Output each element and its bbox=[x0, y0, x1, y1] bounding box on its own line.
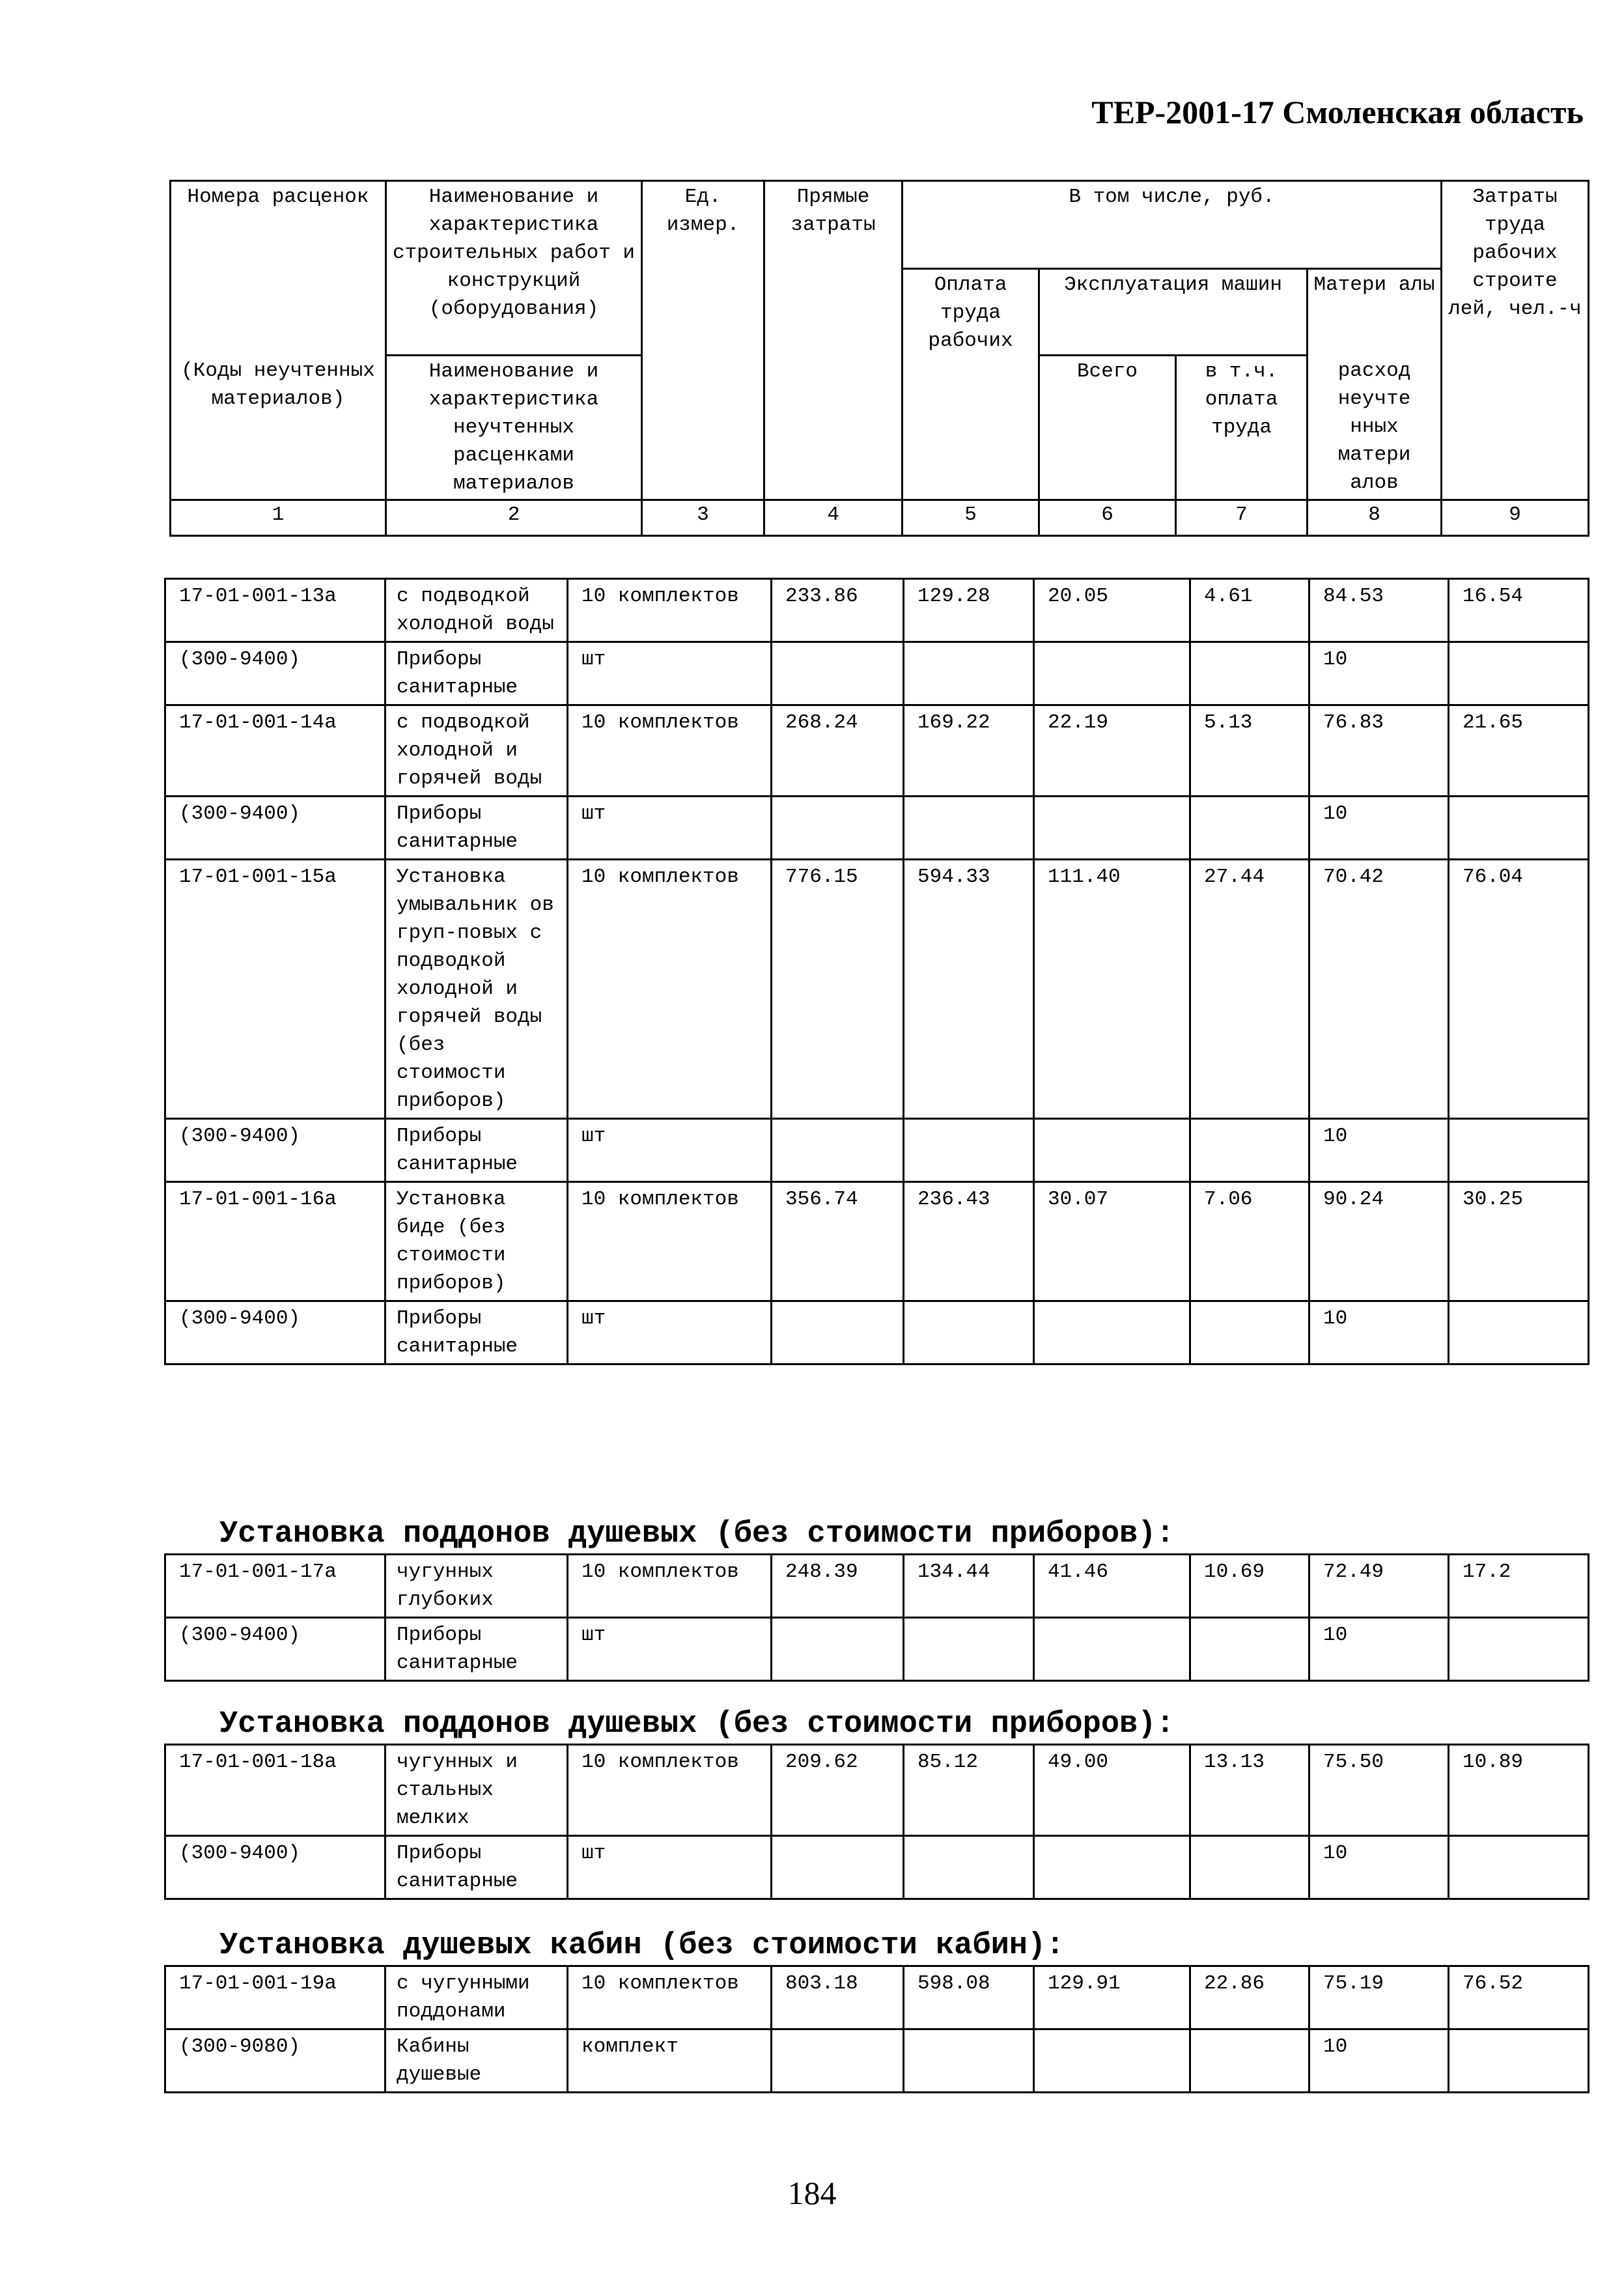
table-row bbox=[165, 1301, 1589, 1364]
direct-costs: 803.18 bbox=[772, 1966, 904, 2029]
page-number: 184 bbox=[787, 2175, 837, 2211]
col-number: 6 bbox=[1039, 500, 1176, 536]
rate-code: 17-01-001-15а bbox=[165, 860, 385, 1119]
machines-total: 49.00 bbox=[1034, 1745, 1190, 1836]
unit: шт bbox=[568, 1836, 772, 1899]
header-material-codes: (Коды неучтенных материалов) bbox=[171, 356, 386, 500]
machines-total bbox=[1034, 1836, 1190, 1899]
rate-code: (300-9080) bbox=[165, 2029, 385, 2093]
materials: 75.19 bbox=[1309, 1966, 1449, 2029]
labor-wages: 169.22 bbox=[904, 705, 1034, 797]
unit: шт bbox=[568, 1301, 772, 1364]
machines-labor: 5.13 bbox=[1190, 705, 1309, 797]
machines-total bbox=[1034, 1301, 1190, 1364]
labor-hours: 21.65 bbox=[1449, 705, 1589, 797]
materials: 84.53 bbox=[1309, 579, 1449, 642]
col-number: 9 bbox=[1442, 500, 1589, 536]
rate-code: (300-9400) bbox=[165, 1119, 385, 1182]
labor-wages: 594.33 bbox=[904, 860, 1034, 1119]
machines-total bbox=[1034, 797, 1190, 860]
direct-costs: 248.39 bbox=[772, 1555, 904, 1618]
direct-costs bbox=[772, 1618, 904, 1681]
materials: 10 bbox=[1309, 1119, 1449, 1182]
labor-hours bbox=[1449, 2029, 1589, 2093]
section-heading: Установка поддонов душевых (без стоимости приборов): bbox=[219, 1517, 1175, 1551]
unit: 10 комплектов bbox=[568, 1555, 772, 1618]
work-name: Приборы санитарные bbox=[385, 1301, 568, 1364]
table-row bbox=[165, 860, 1589, 1119]
materials: 10 bbox=[1309, 2029, 1449, 2093]
col-number: 8 bbox=[1308, 500, 1442, 536]
machines-labor bbox=[1190, 1301, 1309, 1364]
materials: 10 bbox=[1309, 797, 1449, 860]
col-number: 3 bbox=[642, 500, 764, 536]
unit: шт bbox=[568, 797, 772, 860]
rate-code: 17-01-001-17а bbox=[165, 1555, 385, 1618]
document-title: ТЕР-2001-17 Смоленская область bbox=[1091, 94, 1584, 130]
machines-total: 30.07 bbox=[1034, 1182, 1190, 1301]
work-name: чугунных глубоких bbox=[385, 1555, 568, 1618]
table-row bbox=[165, 1618, 1589, 1681]
labor-wages bbox=[904, 642, 1034, 705]
rates-table bbox=[164, 578, 1589, 1365]
labor-wages bbox=[904, 2029, 1034, 2093]
header-labor-hours: Затраты труда рабочих строите лей, чел.-ч bbox=[1442, 181, 1589, 500]
direct-costs: 268.24 bbox=[772, 705, 904, 797]
unit: шт bbox=[568, 1618, 772, 1681]
section-table bbox=[164, 1965, 1589, 2093]
machines-total: 129.91 bbox=[1034, 1966, 1190, 2029]
header-unit: Ед. измер. bbox=[642, 181, 764, 500]
col-number: 1 bbox=[171, 500, 386, 536]
unit: 10 комплектов bbox=[568, 860, 772, 1119]
machines-labor: 10.69 bbox=[1190, 1555, 1309, 1618]
col-number: 4 bbox=[764, 500, 903, 536]
labor-hours bbox=[1449, 797, 1589, 860]
section-table bbox=[164, 1744, 1589, 1900]
labor-wages: 598.08 bbox=[904, 1966, 1034, 2029]
table-row bbox=[165, 579, 1589, 642]
labor-hours: 16.54 bbox=[1449, 579, 1589, 642]
section-heading: Установка душевых кабин (без стоимости кабин): bbox=[219, 1929, 1065, 1963]
labor-wages: 134.44 bbox=[904, 1555, 1034, 1618]
labor-hours: 76.52 bbox=[1449, 1966, 1589, 2029]
machines-total: 22.19 bbox=[1034, 705, 1190, 797]
machines-labor: 13.13 bbox=[1190, 1745, 1309, 1836]
rate-code: 17-01-001-16а bbox=[165, 1182, 385, 1301]
work-name: Приборы санитарные bbox=[385, 1119, 568, 1182]
rate-code: (300-9400) bbox=[165, 642, 385, 705]
table-row bbox=[165, 1966, 1589, 2029]
materials: 70.42 bbox=[1309, 860, 1449, 1119]
rate-code: (300-9400) bbox=[165, 797, 385, 860]
table-row bbox=[165, 1836, 1589, 1899]
labor-hours: 76.04 bbox=[1449, 860, 1589, 1119]
labor-wages bbox=[904, 1836, 1034, 1899]
direct-costs bbox=[772, 1119, 904, 1182]
direct-costs: 233.86 bbox=[772, 579, 904, 642]
machines-total bbox=[1034, 2029, 1190, 2093]
labor-wages bbox=[904, 1119, 1034, 1182]
header-direct-costs: Прямые затраты bbox=[764, 181, 903, 500]
table-row bbox=[165, 642, 1589, 705]
header-including: В том числе, руб. bbox=[903, 181, 1442, 269]
unit: 10 комплектов bbox=[568, 1182, 772, 1301]
header-name: Наименование и характеристика строительных работ и конструкций (оборудования) bbox=[386, 181, 642, 356]
direct-costs: 356.74 bbox=[772, 1182, 904, 1301]
labor-hours bbox=[1449, 642, 1589, 705]
unit: 10 комплектов bbox=[568, 1966, 772, 2029]
header-materials: Матери алы bbox=[1308, 269, 1442, 356]
header-machines-labor: в т.ч. оплата труда bbox=[1176, 356, 1308, 500]
machines-labor bbox=[1190, 642, 1309, 705]
direct-costs bbox=[772, 1836, 904, 1899]
table-row bbox=[165, 1119, 1589, 1182]
materials: 76.83 bbox=[1309, 705, 1449, 797]
materials: 10 bbox=[1309, 1618, 1449, 1681]
labor-wages bbox=[904, 1618, 1034, 1681]
direct-costs bbox=[772, 797, 904, 860]
rate-code: 17-01-001-14а bbox=[165, 705, 385, 797]
work-name: Приборы санитарные bbox=[385, 1836, 568, 1899]
unit: 10 комплектов bbox=[568, 579, 772, 642]
direct-costs bbox=[772, 1301, 904, 1364]
column-header-table bbox=[169, 180, 1589, 537]
materials: 10 bbox=[1309, 642, 1449, 705]
col-number: 2 bbox=[386, 500, 642, 536]
rate-code: (300-9400) bbox=[165, 1836, 385, 1899]
section-heading: Установка поддонов душевых (без стоимости приборов): bbox=[219, 1707, 1175, 1742]
labor-hours bbox=[1449, 1618, 1589, 1681]
materials: 10 bbox=[1309, 1301, 1449, 1364]
machines-labor: 7.06 bbox=[1190, 1182, 1309, 1301]
header-materials-usage: расход неучте нных матери алов bbox=[1308, 356, 1442, 500]
table-row bbox=[165, 705, 1589, 797]
labor-hours: 10.89 bbox=[1449, 1745, 1589, 1836]
rate-code: 17-01-001-13а bbox=[165, 579, 385, 642]
machines-total bbox=[1034, 642, 1190, 705]
work-name: с чугунными поддонами bbox=[385, 1966, 568, 2029]
materials: 10 bbox=[1309, 1836, 1449, 1899]
labor-wages: 129.28 bbox=[904, 579, 1034, 642]
machines-labor bbox=[1190, 1836, 1309, 1899]
table-row bbox=[165, 797, 1589, 860]
direct-costs: 776.15 bbox=[772, 860, 904, 1119]
machines-total: 111.40 bbox=[1034, 860, 1190, 1119]
work-name: Приборы санитарные bbox=[385, 797, 568, 860]
unit: комплект bbox=[568, 2029, 772, 2093]
labor-wages bbox=[904, 1301, 1034, 1364]
work-name: Приборы санитарные bbox=[385, 1618, 568, 1681]
section-table bbox=[164, 1553, 1589, 1682]
machines-labor: 27.44 bbox=[1190, 860, 1309, 1119]
machines-labor: 22.86 bbox=[1190, 1966, 1309, 2029]
direct-costs bbox=[772, 2029, 904, 2093]
header-material-name: Наименование и характеристика неучтенных расценками материалов bbox=[386, 356, 642, 500]
work-name: с подводкой холодной и горячей воды bbox=[385, 705, 568, 797]
machines-labor bbox=[1190, 797, 1309, 860]
table-row bbox=[165, 1182, 1589, 1301]
labor-hours bbox=[1449, 1119, 1589, 1182]
machines-total bbox=[1034, 1618, 1190, 1681]
machines-labor: 4.61 bbox=[1190, 579, 1309, 642]
machines-total: 20.05 bbox=[1034, 579, 1190, 642]
header-machines: Эксплуатация машин bbox=[1039, 269, 1308, 356]
machines-labor bbox=[1190, 1119, 1309, 1182]
labor-hours bbox=[1449, 1301, 1589, 1364]
unit: шт bbox=[568, 1119, 772, 1182]
work-name: Кабины душевые bbox=[385, 2029, 568, 2093]
table-row bbox=[165, 2029, 1589, 2093]
machines-total bbox=[1034, 1119, 1190, 1182]
rate-code: 17-01-001-19а bbox=[165, 1966, 385, 2029]
direct-costs bbox=[772, 642, 904, 705]
materials: 90.24 bbox=[1309, 1182, 1449, 1301]
unit: шт bbox=[568, 642, 772, 705]
work-name: Установка биде (без стоимости приборов) bbox=[385, 1182, 568, 1301]
machines-labor bbox=[1190, 1618, 1309, 1681]
labor-wages: 85.12 bbox=[904, 1745, 1034, 1836]
header-labor-wages: Оплата труда рабочих bbox=[903, 269, 1039, 500]
materials: 75.50 bbox=[1309, 1745, 1449, 1836]
table-row bbox=[165, 1555, 1589, 1618]
labor-hours bbox=[1449, 1836, 1589, 1899]
labor-hours: 30.25 bbox=[1449, 1182, 1589, 1301]
rate-code: (300-9400) bbox=[165, 1301, 385, 1364]
rate-code: 17-01-001-18а bbox=[165, 1745, 385, 1836]
header-codes-spacer bbox=[171, 269, 386, 356]
header-machines-total: Всего bbox=[1039, 356, 1176, 500]
materials: 72.49 bbox=[1309, 1555, 1449, 1618]
col-number: 7 bbox=[1176, 500, 1308, 536]
unit: 10 комплектов bbox=[568, 705, 772, 797]
header-codes: Номера расценок bbox=[171, 181, 386, 269]
labor-hours: 17.2 bbox=[1449, 1555, 1589, 1618]
labor-wages: 236.43 bbox=[904, 1182, 1034, 1301]
work-name: чугунных и стальных мелких bbox=[385, 1745, 568, 1836]
unit: 10 комплектов bbox=[568, 1745, 772, 1836]
rate-code: (300-9400) bbox=[165, 1618, 385, 1681]
labor-wages bbox=[904, 797, 1034, 860]
work-name: Установка умывальник ов груп-повых с подводкой холодной и горячей воды (без стоимости приборов) bbox=[385, 860, 568, 1119]
col-number: 5 bbox=[903, 500, 1039, 536]
work-name: с подводкой холодной воды bbox=[385, 579, 568, 642]
direct-costs: 209.62 bbox=[772, 1745, 904, 1836]
machines-labor bbox=[1190, 2029, 1309, 2093]
table-row bbox=[165, 1745, 1589, 1836]
machines-total: 41.46 bbox=[1034, 1555, 1190, 1618]
work-name: Приборы санитарные bbox=[385, 642, 568, 705]
